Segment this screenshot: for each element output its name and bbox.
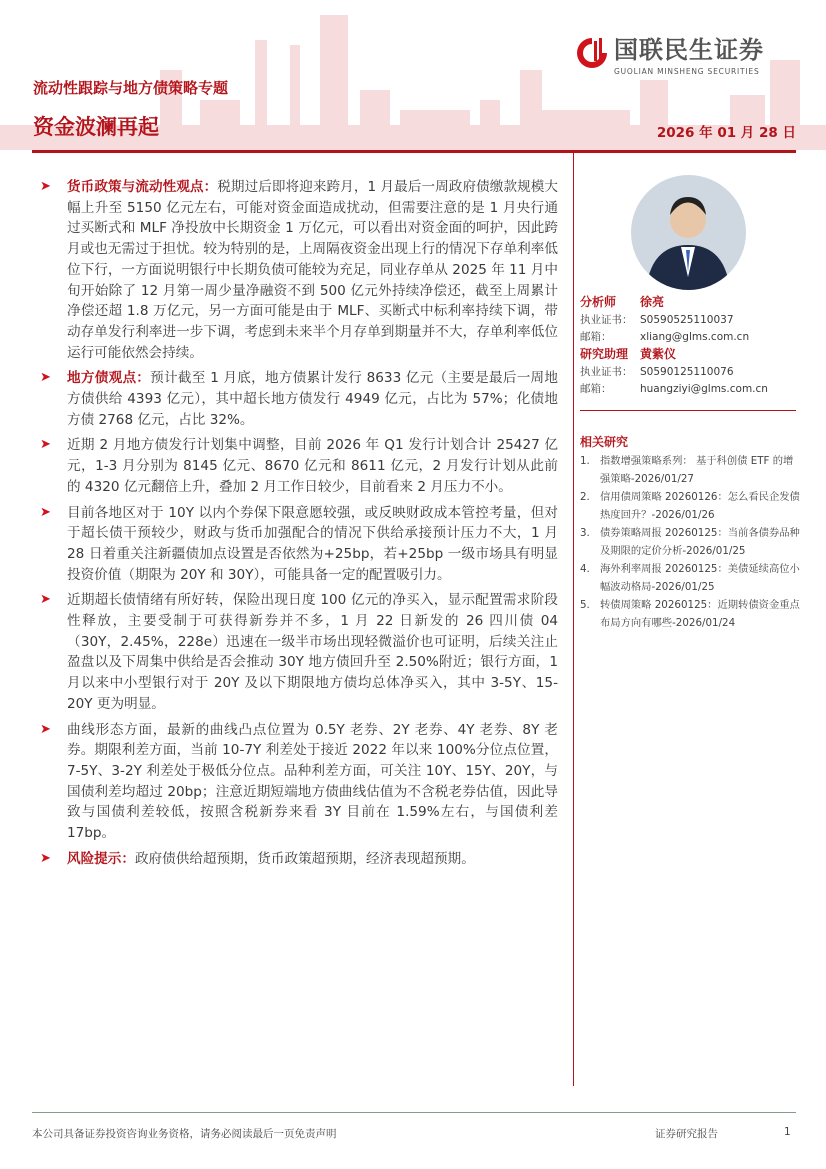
related-research-list — [580, 452, 800, 632]
paragraph-text: 近期 2 月地方债发行计划集中调整，目前 2026 年 Q1 发行计划合计 25427 亿元，1-3 月分别为 8145 亿元、8670 亿元和 8611 亿元，2 月发行计划从此前的 4320 亿元翻倍上升，叠加 2 月工作日较少，目前看来 2 月压力不小。 — [67, 437, 558, 495]
analyst-role: 研究助理 — [580, 347, 629, 361]
report-series: 流动性跟踪与地方债策略专题 — [33, 79, 229, 97]
arrow-bullet-icon: ➤ — [40, 179, 51, 194]
paragraph-risk — [40, 849, 558, 870]
related-item[interactable] — [580, 596, 800, 632]
header-divider — [32, 150, 796, 153]
paragraph-text: 预计截至 1 月底，地方债累计发行 8633 亿元（主要是最后一周地方债供给 4393 亿元），其中超长地方债发行 4949 亿元，占比为 57%；化债地方债 2768 亿元，占比 32%。 — [67, 370, 559, 428]
sidebar-divider — [580, 410, 796, 411]
report-title: 资金波澜再起 — [33, 115, 159, 139]
analyst-role: 分析师 — [580, 295, 617, 309]
paragraph-local-bond — [40, 368, 558, 430]
arrow-bullet-icon: ➤ — [40, 437, 51, 453]
paragraph-text: 曲线形态方面，最新的曲线凸点位置为 0.5Y 老券、2Y 老券、4Y 老券、8Y 老券。期限利差方面，当前 10-7Y 利差处于接近 2022 年以来 100%分位点位置，7-5Y、3-2Y 利差处于极低分位点。品种利差方面，可关注 10Y、15Y、20Y，与国债利差均超过 20bp；注意近期短端地方债曲线估值为不含税老券估值，因此导致与国债利差较低，按照含税新券来看 3Y 目前在 1.59%左右，与国债利差 17bp。 — [67, 721, 558, 842]
email-label: 邮箱： — [580, 383, 612, 395]
item-number: 5. — [580, 599, 590, 611]
paragraph-text: 政府债供给超预期，货币政策超预期，经济表现超预期。 — [134, 850, 475, 867]
analyst-email[interactable]: xliang@glms.com.cn — [640, 331, 750, 343]
arrow-bullet-icon: ➤ — [40, 504, 51, 520]
related-item[interactable] — [580, 560, 800, 596]
item-text: 海外利率周报 20260125：美债延续高位小幅波动格局-2026/01/25 — [600, 563, 800, 593]
paragraph-text: 税期过后即将迎来跨月，1 月最后一周政府债缴款规模大幅上升至 5150 亿元左右，可能对资金面造成扰动，但需要注意的是 1 月央行通过买断式和 MLF 净投放中长期资金 1 万亿元，可以看出对资金面的呵护，因此跨月或也无需过于担忧。较为特别的是，上周隔夜资金出现上行的情况下存单利率低位下行，一方面说明银行中长期负债可能较为充足，同业存单从 2025 年 11 月中旬开始除了 12 月第一周少量净融资不到 500 亿元外持续净偿还，截至上周累计净偿还超 1.8 万亿元，另一方面可能是由于 MLF、买断式中标利率持续下调，带动存单发行利率进一步下调，考虑到未来半个月存单到期量并不大，存单利率低位运行可能依然会持续。 — [67, 179, 559, 361]
logo-name-cn: 国联民生证券 — [614, 36, 764, 64]
item-number: 2. — [580, 491, 590, 503]
arrow-bullet-icon: ➤ — [40, 721, 51, 737]
analyst-name: 黄紫仪 — [640, 347, 677, 361]
arrow-bullet-icon: ➤ — [40, 850, 51, 866]
analyst-photo — [631, 175, 746, 290]
cert-label: 执业证书： — [580, 366, 633, 378]
report-date: 2026 年 01 月 28 日 — [656, 125, 796, 141]
logo-mark-icon — [574, 35, 610, 71]
paragraph-issuance-plan — [40, 435, 558, 497]
body-column — [40, 177, 558, 875]
company-logo — [574, 30, 764, 76]
footer-report-type: 证券研究报告 — [655, 1128, 718, 1140]
item-number: 4. — [580, 563, 590, 575]
email-label: 邮箱： — [580, 331, 612, 343]
item-text: 转债周策略 20260125：近期转债资金重点布局方向有哪些-2026/01/24 — [600, 599, 800, 629]
arrow-bullet-icon: ➤ — [40, 370, 51, 386]
item-text: 指数增强策略系列： 基于科创债 ETF 的增强策略-2026/01/27 — [600, 455, 794, 485]
item-number: 3. — [580, 527, 590, 539]
analyst-email[interactable]: huangziyi@glms.com.cn — [640, 383, 768, 395]
analyst-name: 徐亮 — [640, 295, 665, 309]
related-research-title: 相关研究 — [580, 435, 629, 449]
cert-number: S0590525110037 — [640, 314, 734, 326]
logo-name-en: GUOLIAN MINSHENG SECURITIES — [614, 67, 760, 76]
item-text: 债券策略周报 20260125：当前各债券品种及期限的定价分析-2026/01/25 — [600, 527, 800, 557]
cert-label: 执业证书： — [580, 314, 633, 326]
related-item[interactable] — [580, 524, 800, 560]
arrow-bullet-icon: ➤ — [40, 592, 51, 608]
paragraph-ultra-long — [40, 590, 558, 714]
related-item[interactable] — [580, 488, 800, 524]
paragraph-label: 地方债观点： — [67, 370, 151, 387]
paragraph-text: 近期超长债情绪有所好转，保险出现日度 100 亿元的净买入，显示配置需求阶段性释放，主要受制于可获得新券并不多，1 月 22 日新发的 26 四川债 04（30Y，2.45%，228e）迅速在一级半市场出现轻微溢价也可证明，后续关注止盈盘以及下周集中供给是否会推动 30Y 地方债回升至 2.50%附近；银行方面，1 月以来中小型银行对于 20Y 及以下期限地方债均总体净买入，其中 3-5Y、15-20Y 更为明显。 — [67, 592, 558, 712]
paragraph-text: 目前各地区对于 10Y 以内个券保下限意愿较强，或反映财政成本管控考量，但对于超长债干预较少，财政与货币加强配合的情况下供给承接预计压力不大，1 月 28 日着重关注新疆债加点设置是否依然为+25bp，若+25bp 一级市场具有明显投资价值（期限为 20Y 和 30Y），可能具备一定的配置吸引力。 — [67, 504, 558, 583]
paragraph-monetary — [40, 177, 558, 363]
cert-number: S0590125110076 — [640, 366, 734, 378]
analyst-card — [580, 294, 768, 398]
related-item[interactable] — [580, 452, 800, 488]
paragraph-regions — [40, 503, 558, 586]
footer-disclaimer: 本公司具备证券投资咨询业务资格，请务必阅读最后一页免责声明 — [32, 1128, 337, 1140]
paragraph-curve — [40, 720, 558, 844]
item-number: 1. — [580, 455, 590, 467]
column-divider — [573, 153, 574, 1086]
paragraph-label: 货币政策与流动性观点： — [67, 179, 218, 195]
item-text: 信用债周策略 20260126：怎么看民企发债热度回升？-2026/01/26 — [600, 491, 800, 521]
page-number: 1 — [784, 1126, 791, 1138]
paragraph-label: 风险提示： — [67, 850, 135, 867]
footer-divider — [32, 1112, 796, 1113]
